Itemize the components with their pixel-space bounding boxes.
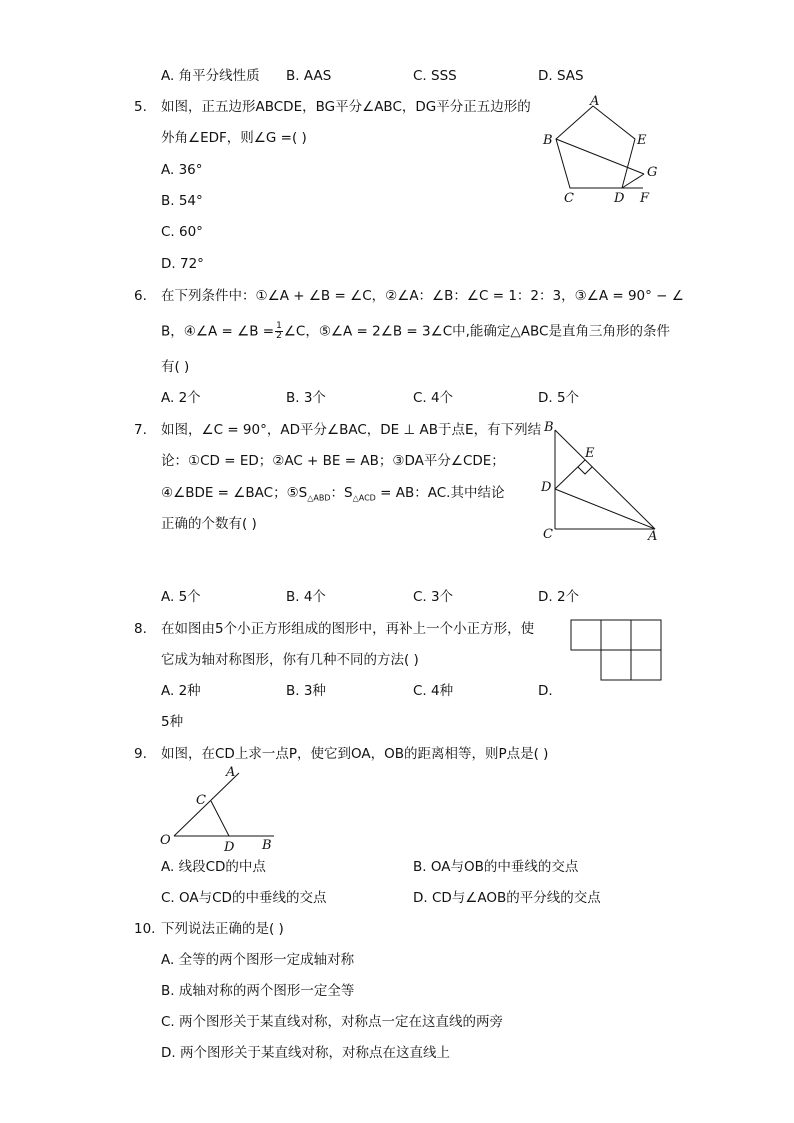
q6-stem-line2 [161, 322, 670, 341]
q5-option-b[interactable]: B. 54° [161, 193, 203, 209]
q7-option-a[interactable]: A. 5个 [161, 589, 201, 605]
q7-stem-line2: 论：①CD = ED；②AC + BE = AB；③DA平分∠CDE； [161, 453, 505, 469]
q8-option-a[interactable]: A. 2种 [161, 683, 201, 699]
q7-stem-line4: 正确的个数有( ) [161, 516, 257, 532]
triangle-label-d: D [541, 480, 552, 495]
angle-label-b: B [262, 838, 272, 853]
q10-option-b[interactable]: B. 成轴对称的两个图形一定全等 [161, 983, 355, 999]
half-fraction-denominator: 2 [276, 331, 282, 341]
q6-stem-line1: 在下列条件中：①∠A + ∠B = ∠C，②∠A：∠B：∠C = 1：2：3，③∠A = 90° − ∠ [161, 288, 684, 304]
q5-option-c[interactable]: C. 60° [161, 224, 203, 240]
q7-stem-line3c: = AB：AC.其中结论 [375, 485, 505, 501]
q8-option-b[interactable]: B. 3种 [286, 683, 326, 699]
q10-option-a[interactable]: A. 全等的两个图形一定成轴对称 [161, 952, 355, 968]
q4-option-a[interactable]: A. 角平分线性质 [161, 68, 260, 84]
q8-option-c[interactable]: C. 4种 [413, 683, 454, 699]
pentagon-label-d: D [614, 191, 625, 206]
area-subscript-abd: △ABD [307, 493, 331, 503]
angle-label-a: A [226, 765, 236, 780]
q8-option-d-continued[interactable]: 5种 [161, 714, 184, 730]
q7-stem-line1: 如图，∠C = 90°，AD平分∠BAC，DE ⊥ AB于点E，有下列结 [161, 422, 542, 438]
q8-option-d[interactable]: D. [538, 683, 553, 699]
pentagon-label-a: A [590, 94, 600, 109]
triangle-label-b: B [544, 420, 554, 435]
q9-option-c[interactable]: C. OA与CD的中垂线的交点 [161, 890, 327, 906]
q5-option-a[interactable]: A. 36° [161, 162, 203, 178]
q7-option-c[interactable]: C. 3个 [413, 589, 454, 605]
q10-option-c[interactable]: C. 两个图形关于某直线对称，对称点一定在这直线的两旁 [161, 1014, 504, 1030]
q6-option-b[interactable]: B. 3个 [286, 390, 326, 406]
q5-stem-line2: 外角∠EDF，则∠G =( ) [161, 130, 307, 146]
q6-option-a[interactable]: A. 2个 [161, 390, 201, 406]
triangle-label-e: E [585, 446, 595, 461]
pentagon-label-c: C [564, 191, 574, 206]
pentagon-figure [538, 94, 663, 209]
q7-option-d[interactable]: D. 2个 [538, 589, 580, 605]
angle-label-o: O [160, 833, 171, 848]
half-fraction-numerator: 1 [276, 321, 282, 331]
q9-option-a[interactable]: A. 线段CD的中点 [161, 859, 266, 875]
area-subscript-acd: △ACD [352, 493, 376, 503]
pentagon-label-e: E [637, 133, 647, 148]
q7-stem-line3b: ：S [330, 485, 353, 501]
q10-number: 10. [134, 921, 156, 937]
q5-option-d[interactable]: D. 72° [161, 256, 204, 272]
q6-option-c[interactable]: C. 4个 [413, 390, 454, 406]
q8-number: 8. [134, 621, 147, 637]
q6-stem-line2b: ∠C，⑤∠A = 2∠B = 3∠C中,能确定△ABC是直角三角形的条件 [283, 323, 670, 340]
q5-number: 5. [134, 99, 147, 115]
q4-option-c[interactable]: C. SSS [413, 68, 457, 84]
q6-number: 6. [134, 288, 147, 304]
triangle-figure [538, 416, 663, 544]
q7-stem-line3a: ④∠BDE = ∠BAC；⑤S [161, 485, 308, 501]
triangle-label-a: A [648, 529, 658, 544]
q8-stem-line1: 在如图由5个小正方形组成的图形中，再补上一个小正方形，使 [161, 621, 535, 637]
q4-option-b[interactable]: B. AAS [286, 68, 332, 84]
pentagon-label-b: B [543, 133, 553, 148]
q9-option-b[interactable]: B. OA与OB的中垂线的交点 [413, 859, 579, 875]
q9-number: 9. [134, 746, 147, 762]
q6-option-d[interactable]: D. 5个 [538, 390, 580, 406]
q9-stem-line1: 如图，在CD上求一点P，使它到OA，OB的距离相等，则P点是( ) [161, 746, 549, 762]
q7-option-b[interactable]: B. 4个 [286, 589, 326, 605]
q6-stem-line3: 有( ) [161, 359, 190, 375]
angle-label-d: D [224, 840, 235, 854]
squares-figure [569, 618, 663, 682]
half-fraction [275, 322, 283, 341]
pentagon-label-f: F [640, 191, 650, 206]
q5-stem-line1: 如图，正五边形ABCDE，BG平分∠ABC，DG平分正五边形的 [161, 99, 531, 115]
angle-label-c: C [196, 793, 206, 808]
triangle-label-c: C [543, 527, 553, 542]
q10-stem-line1: 下列说法正确的是( ) [161, 921, 284, 937]
q7-stem-line3 [161, 484, 504, 508]
q4-option-d[interactable]: D. SAS [538, 68, 584, 84]
pentagon-label-g: G [647, 165, 658, 180]
q10-option-d[interactable]: D. 两个图形关于某直线对称，对称点在这直线上 [161, 1045, 450, 1061]
q8-stem-line2: 它成为轴对称图形，你有几种不同的方法( ) [161, 652, 419, 668]
q6-stem-line2a: B，④∠A = ∠B = [161, 323, 275, 340]
angle-figure [158, 764, 278, 854]
q7-number: 7. [134, 422, 147, 438]
q9-option-d[interactable]: D. CD与∠AOB的平分线的交点 [413, 890, 601, 906]
